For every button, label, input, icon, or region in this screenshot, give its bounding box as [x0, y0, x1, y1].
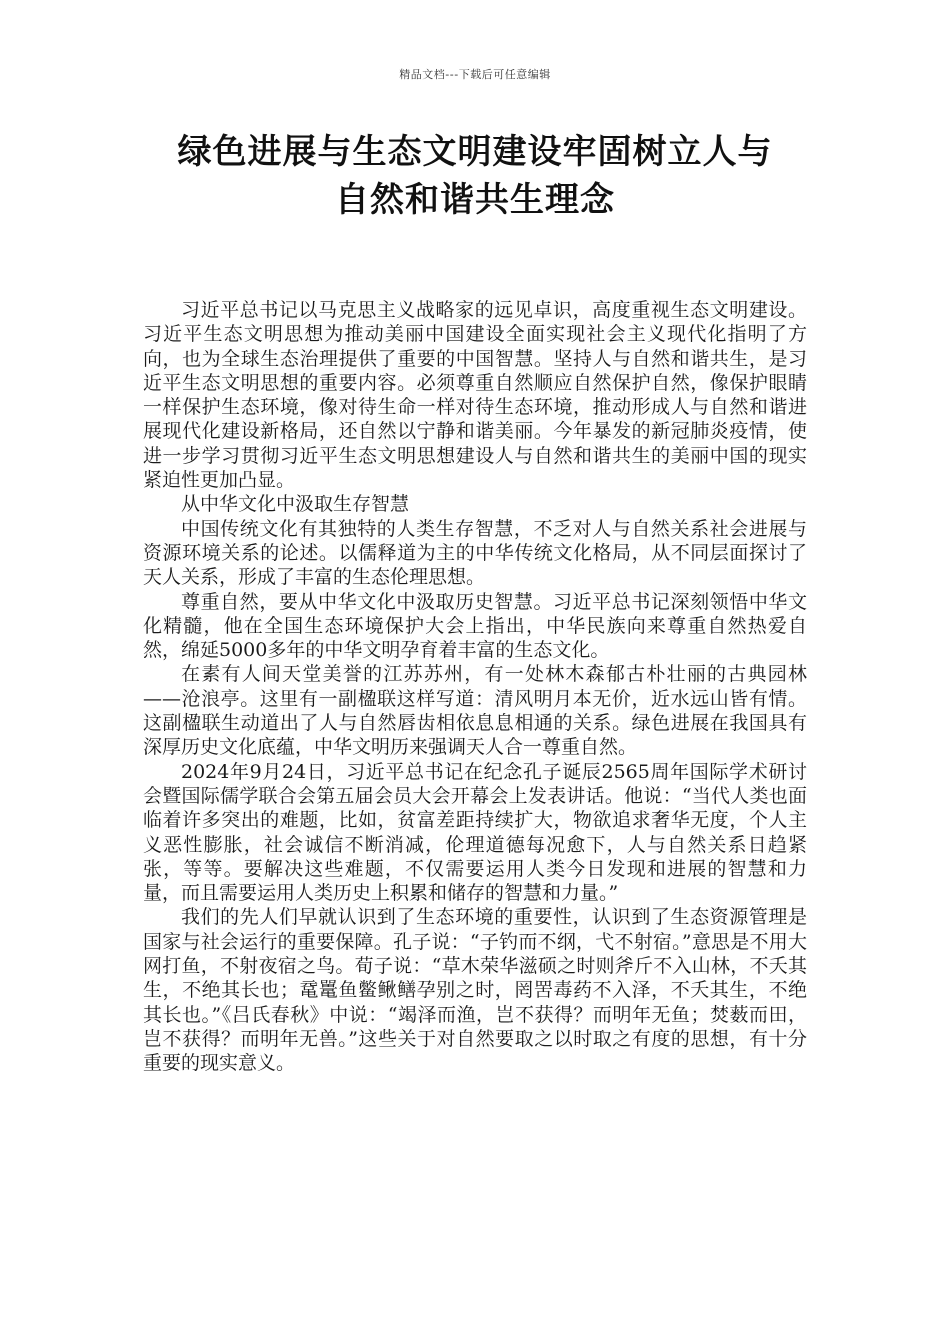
paragraph: 在素有人间天堂美誉的江苏苏州，有一处林木森郁古朴壮丽的古典园林——沧浪亭。这里有一副楹联这样写道：清风明月本无价，近水远山皆有情。这副楹联生动道出了人与自然唇齿相依息息相通的关系。绿色进展在我国具有深厚历史文化底蕴，中华文明历来强调天人合一尊重自然。	[143, 663, 807, 759]
document-title	[140, 128, 810, 224]
paragraph: 中国传统文化有其独特的人类生存智慧，不乏对人与自然关系社会进展与资源环境关系的论述。以儒释道为主的中华传统文化格局，从不同层面探讨了天人关系，形成了丰富的生态伦理思想。	[143, 517, 807, 589]
section-heading: 从中华文化中汲取生存智慧	[181, 493, 410, 516]
document-body	[143, 298, 807, 1076]
paragraph: 尊重自然，要从中华文化中汲取历史智慧。习近平总书记深刻领悟中华文化精髓，他在全国生态环境保护大会上指出，中华民族向来尊重自然热爱自然，绵延5000多年的中华文明孕育着丰富的生态文化。	[143, 590, 807, 662]
paragraph: 2024年9月24日，习近平总书记在纪念孔子诞辰2565周年国际学术研讨会暨国际儒学联合会第五届会员大会开幕会上发表讲话。他说：“当代人类也面临着许多突出的难题，比如，贫富差距持续扩大，物欲追求奢华无度，个人主义恶性膨胀，社会诚信不断消减，伦理道德每况愈下，人与自然关系日趋紧张，等等。要解决这些难题，不仅需要运用人类今日发现和进展的智慧和力量，而且需要运用人类历史上积累和储存的智慧和力量。”	[143, 760, 807, 905]
page-header: 精品文档---下载后可任意编辑	[399, 68, 551, 81]
paragraph: 我们的先人们早就认识到了生态环境的重要性，认识到了生态资源管理是国家与社会运行的重要保障。孔子说：“子钓而不纲，弋不射宿。”意思是不用大网打鱼，不射夜宿之鸟。荀子说：“草木荣华滋硕之时则斧斤不入山林，不夭其生，不绝其长也；鼋鼍鱼鳖鳅鳝孕别之时，罔罟毒药不入泽，不夭其生，不绝其长也。”《吕氏春秋》中说：“竭泽而渔，岂不获得？而明年无鱼；焚薮而田，岂不获得？而明年无兽。”这些关于对自然要取之以时取之有度的思想，有十分重要的现实意义。	[143, 906, 807, 1075]
paragraph: 习近平总书记以马克思主义战略家的远见卓识，高度重视生态文明建设。习近平生态文明思想为推动美丽中国建设全面实现社会主义现代化指明了方向，也为全球生态治理提供了重要的中国智慧。坚持人与自然和谐共生，是习近平生态文明思想的重要内容。必须尊重自然顺应自然保护自然，像保护眼睛一样保护生态环境，像对待生命一样对待生态环境，推动形成人与自然和谐进展现代化建设新格局，还自然以宁静和谐美丽。今年暴发的新冠肺炎疫情，使进一步学习贯彻习近平生态文明思想建设人与自然和谐共生的美丽中国的现实紧迫性更加凸显。	[143, 299, 807, 492]
title-line-2: 自然和谐共生理念	[335, 180, 615, 220]
title-line-1: 绿色进展与生态文明建设牢固树立人与	[177, 132, 773, 172]
